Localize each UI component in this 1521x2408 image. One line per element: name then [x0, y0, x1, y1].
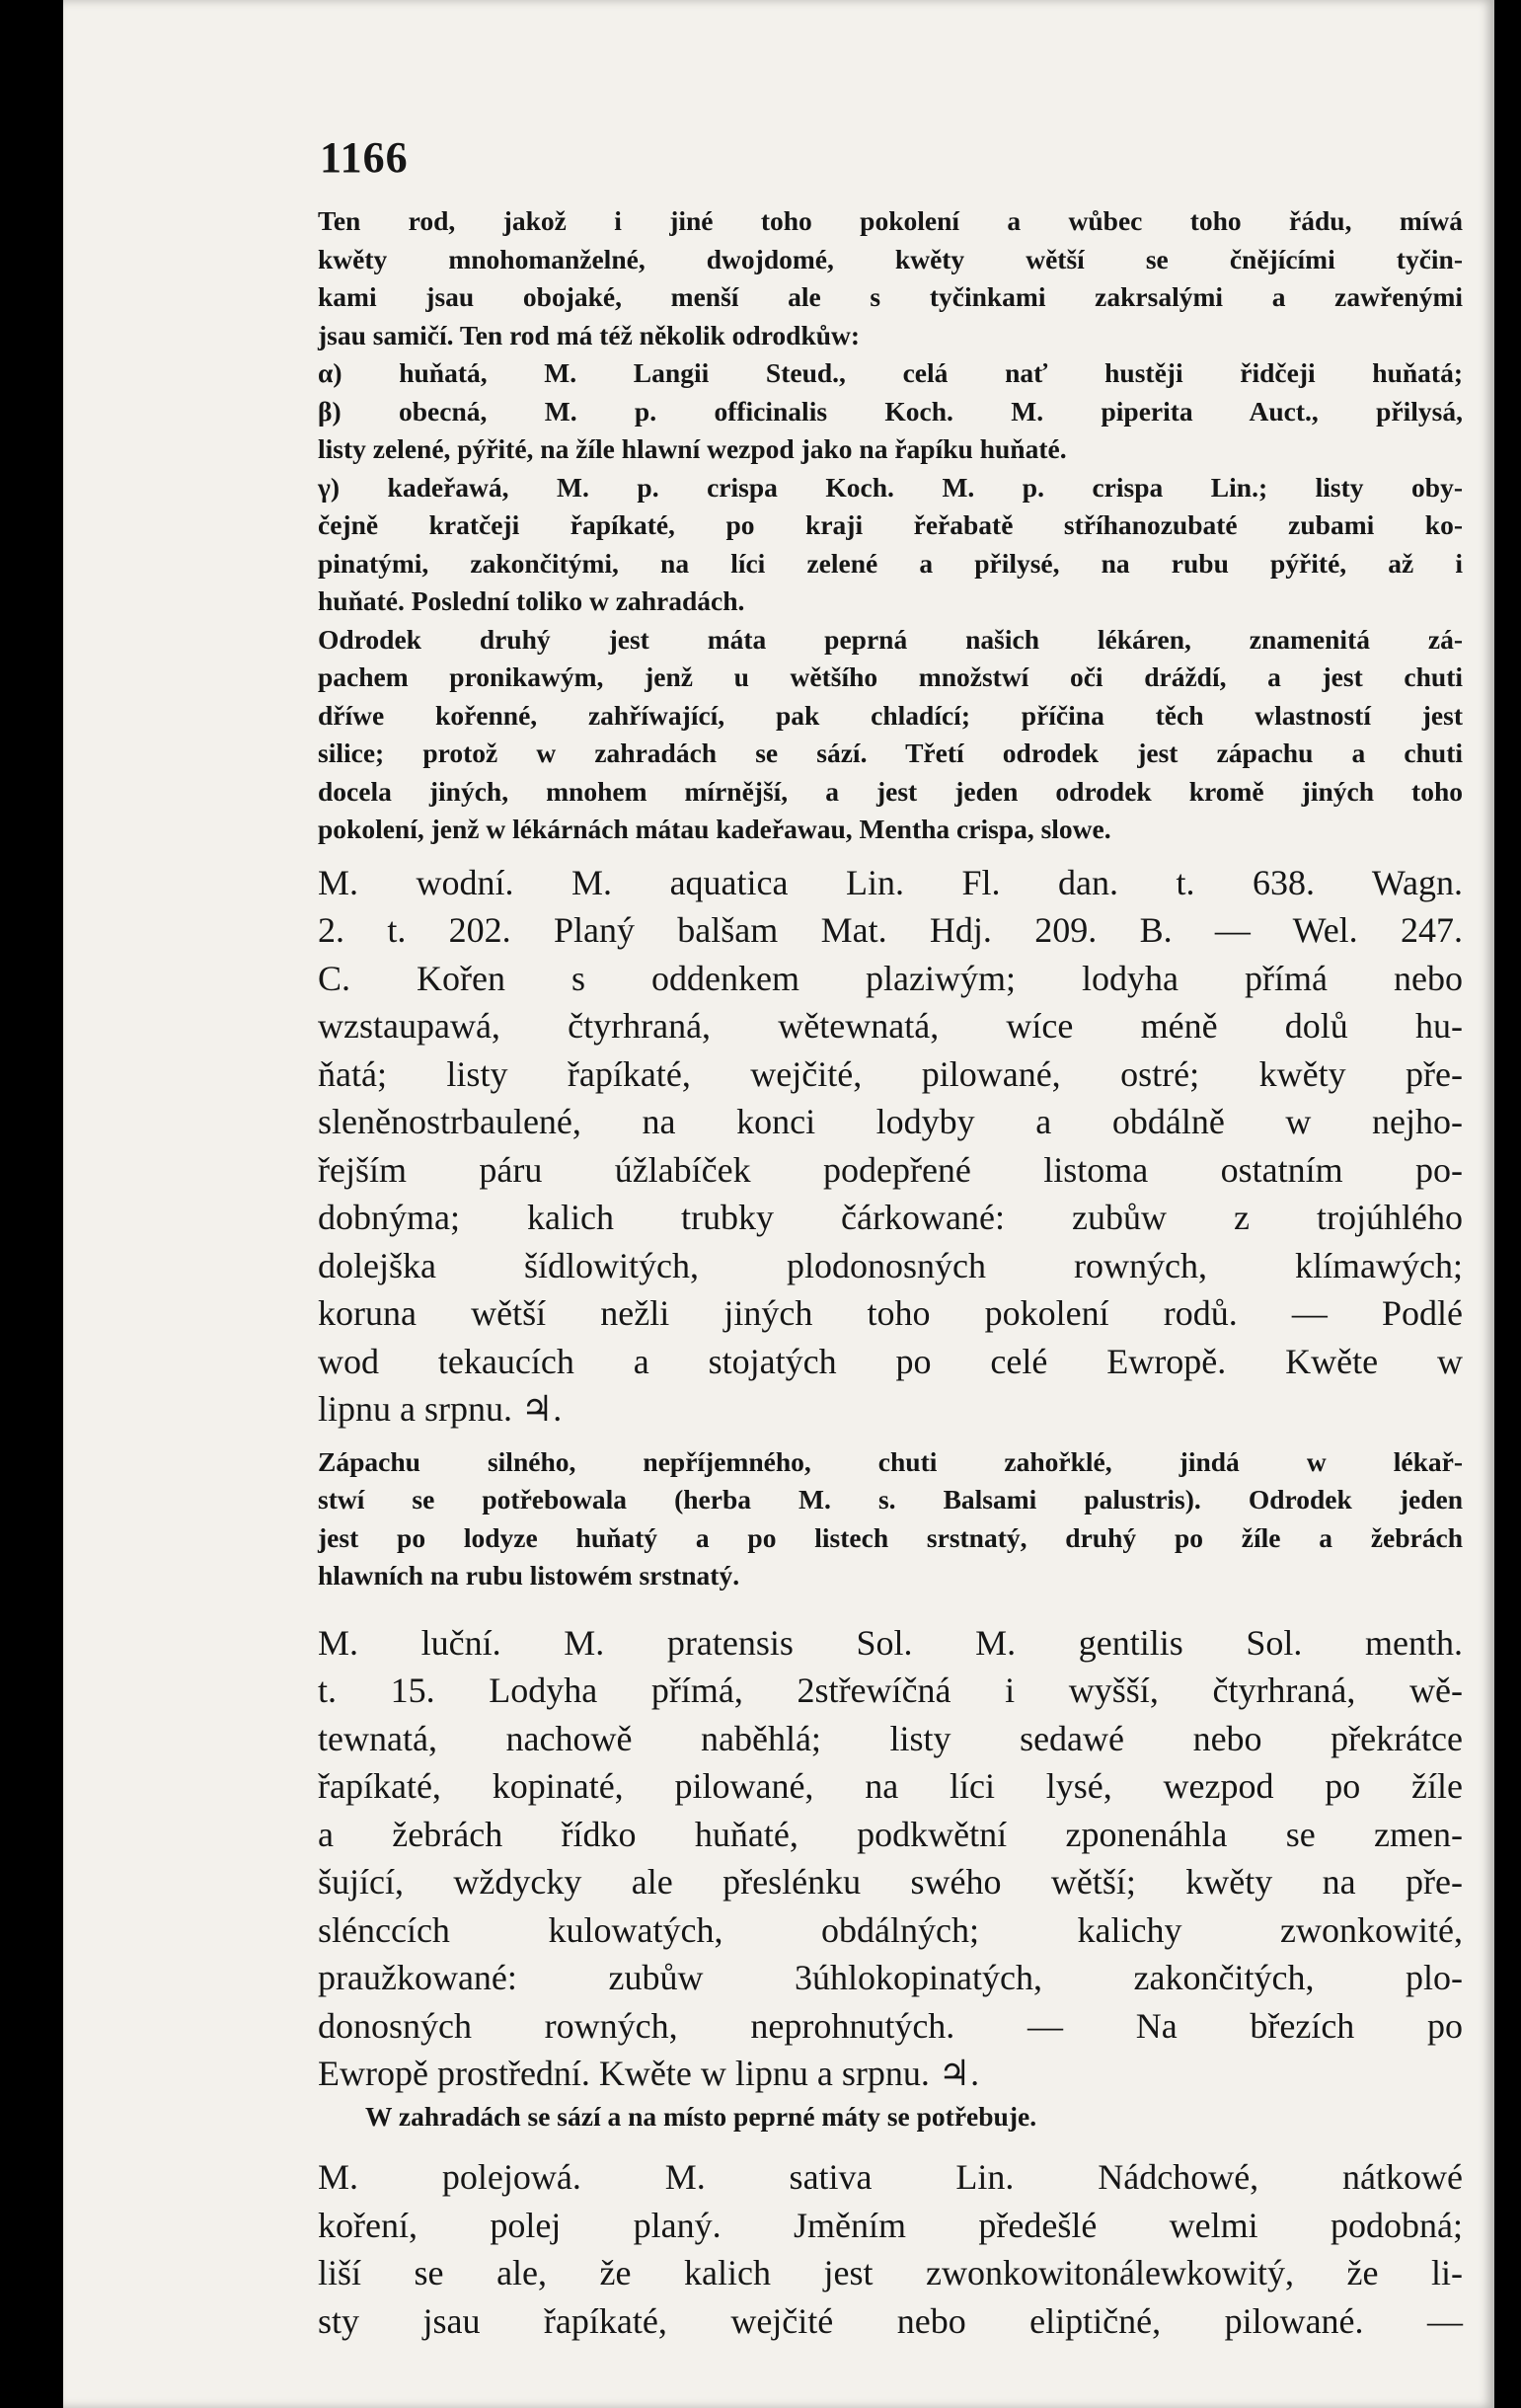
page-content — [318, 202, 1463, 2345]
text-line: Ten rod, jakož i jiné toho pokolení a wůbec toho řádu, míwá — [318, 205, 1463, 236]
text-line: řejším páru úžlabíček podepřené listoma ostatním po- — [318, 1149, 1463, 1190]
text-line: jsau samičí. Ten rod má též několik odrodkůw: — [318, 319, 861, 350]
page-number: 1166 — [320, 133, 409, 182]
text-line: pokolení, jenž w lékárnách mátau kadeřawau, Mentha crispa, slowe. — [318, 814, 1111, 844]
text-line: Zápachu silného, nepříjemného, chuti zahořklé, jindá w lékař- — [318, 1445, 1463, 1477]
text-line: t. 15. Lodyha přímá, 2střewíčná i wyšší, čtyrhraná, wě- — [318, 1670, 1463, 1710]
text-line: kami jsau obojaké, menší ale s tyčinkami zakrsalými a zawřenými — [318, 281, 1463, 312]
text-line: Odrodek druhý jest máta peprná našich lékáren, znamenitá zá- — [318, 623, 1463, 655]
text-line: docela jiných, mnohem mírnější, a jest jeden odrodek kromě jiných toho — [318, 775, 1463, 807]
text-line: β) obecná, M. p. officinalis Koch. M. piperita Auct., přilysá, — [318, 395, 1463, 427]
text-line: silice; protož w zahradách se sází. Třetí odrodek jest zápachu a chuti — [318, 738, 1463, 768]
text-line: 2. t. 202. Planý balšam Mat. Hdj. 209. B. — Wel. 247. — [318, 910, 1463, 950]
entry-mentha-pratensis — [318, 1619, 1463, 2098]
text-line: pinatými, zakončitými, na líci zelené a přilysé, na rubu pýřité, až i — [318, 547, 1463, 579]
aquatica-note — [318, 1443, 1463, 1595]
text-line: stwí se potřebowala (herba M. s. Balsami palustris). Odrodek jeden — [318, 1484, 1463, 1515]
odrodek-paragraph — [318, 621, 1463, 849]
text-line: a žebrách řídko huňaté, podkwětní zponenáhla se zmen- — [318, 1814, 1463, 1854]
text-line: tewnatá, nachowě naběhlá; listy sedawé nebo překrátce — [318, 1718, 1463, 1758]
intro-paragraph — [318, 202, 1463, 621]
pratensis-note: W zahradách se sází a na místo peprné máty se potřebuje. — [365, 2100, 1037, 2132]
text-line: listy zelené, pýřité, na žíle hlawní wezpod jako na řapíku huňaté. — [318, 433, 1067, 464]
text-line: wod tekaucích a stojatých po celé Ewropě. Kwěte w — [318, 1341, 1463, 1381]
text-line: M. luční. M. pratensis Sol. M. gentilis Sol. menth. — [318, 1622, 1463, 1663]
text-line: řapíkaté, kopinaté, pilowané, na líci lysé, wezpod po žíle — [318, 1766, 1463, 1806]
text-line: čejně kratčeji řapíkaté, po kraji řeřabatě stříhanozubaté zubami ko- — [318, 509, 1463, 540]
text-line: Ewropě prostřední. Kwěte w lipnu a srpnu. ♃. — [318, 2054, 980, 2093]
text-line: sty jsau řapíkaté, wejčité nebo eliptičné, pilowané. — — [318, 2300, 1463, 2341]
text-line: šující, wždycky ale přeslénku swého wětší; kwěty na pře- — [318, 1862, 1463, 1902]
text-line: M. polejowá. M. sativa Lin. Nádchowé, nátkowé — [318, 2157, 1463, 2197]
text-line: dolejška šídlowitých, plodonosných rowných, klímawých; — [318, 1245, 1463, 1285]
entry-mentha-sativa — [318, 2153, 1463, 2345]
text-line: γ) kadeřawá, M. p. crispa Koch. M. p. crispa Lin.; listy oby- — [318, 471, 1463, 503]
text-line: jest po lodyze huňatý a po listech srstnatý, druhý po žíle a žebrách — [318, 1521, 1463, 1553]
text-line: C. Kořen s oddenkem plaziwým; lodyha přímá nebo — [318, 958, 1463, 998]
text-line: dříwe kořenné, zahříwající, pak chladící; příčina těch wlastností jest — [318, 699, 1463, 731]
text-line: koření, polej planý. Jměním předešlé welmi podobná; — [318, 2205, 1463, 2245]
text-line: ňatá; listy řapíkaté, wejčité, pilowané, ostré; kwěty pře- — [318, 1053, 1463, 1094]
text-line: sleněnostrbaulené, na konci lodyby a obdálně w nejho- — [318, 1102, 1463, 1141]
text-line: M. wodní. M. aquatica Lin. Fl. dan. t. 638. Wagn. — [318, 862, 1463, 902]
text-line: dobnýma; kalich trubky čárkowané: zubůw z trojúhlého — [318, 1198, 1463, 1237]
entry-mentha-aquatica — [318, 859, 1463, 1434]
book-page — [63, 0, 1494, 2408]
text-line: liší se ale, že kalich jest zwonkowitonálewkowitý, že li- — [318, 2253, 1463, 2292]
text-line: lipnu a srpnu. ♃. — [318, 1389, 563, 1429]
text-line: hlawních na rubu listowém srstnatý. — [318, 1560, 740, 1591]
text-line: kwěty mnohomanželné, dwojdomé, kwěty wětší se čnějícími tyčin- — [318, 243, 1463, 274]
text-line: wzstaupawá, čtyrhraná, wětewnatá, wíce méně dolů hu- — [318, 1006, 1463, 1046]
text-line: pachem pronikawým, jenž u wětšího množstwí oči dráždí, a jest chuti — [318, 661, 1463, 692]
text-line: huňaté. Poslední toliko w zahradách. — [318, 585, 745, 616]
text-line: slénccích kulowatých, obdálných; kalichy zwonkowité, — [318, 1909, 1463, 1950]
text-line: praužkowané: zubůw 3úhlokopinatých, zakončitých, plo- — [318, 1958, 1463, 1997]
text-line: koruna wětší nežli jiných toho pokolení rodů. — Podlé — [318, 1293, 1463, 1333]
text-line: α) huňatá, M. Langii Steud., celá nať hustěji řidčeji huňatá; — [318, 357, 1463, 388]
text-line: donosných rowných, neprohnutých. — Na březích po — [318, 2005, 1463, 2046]
